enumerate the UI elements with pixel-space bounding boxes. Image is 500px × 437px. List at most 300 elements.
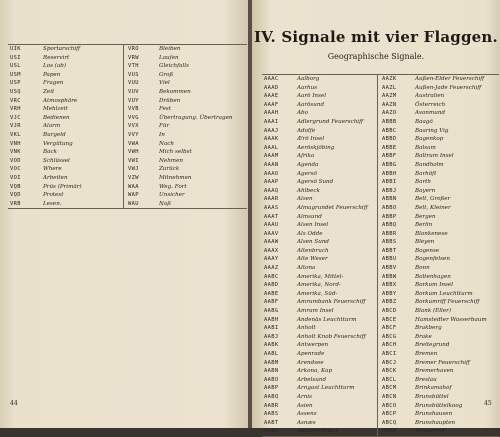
signal-code: VWH [128,149,139,156]
signal-meaning: Zurück [159,166,180,173]
signal-code: AABM [264,359,279,366]
signal-meaning: Aarö Insel [294,92,378,101]
signal-meaning: Bayern [415,187,436,194]
signal-code: ABCG [382,333,397,340]
table-row [262,170,499,179]
signal-code: VVG [128,114,139,121]
signal-meaning: Borkum Insel [415,282,454,289]
signal-meaning: Amerika, Mittel- [294,273,378,282]
signal-code: AAZM [382,93,397,100]
signal-code: ABBZ [382,299,397,306]
signal-meaning: Außen-Elder Feuerschiff [412,75,499,84]
signal-code: ABBQ [382,222,397,229]
page-number-left: 44 [10,400,18,407]
signal-meaning: Balsam [415,144,436,151]
signal-meaning: Amrumbank Feuerschiff [294,298,378,307]
signal-code: AAAY [264,256,279,263]
signal-code: AABH [264,316,279,323]
signal-code: VQB [10,183,21,190]
signal-meaning: Breslau [415,376,437,383]
signal-code: USM [10,71,21,78]
signal-meaning: Fragen [40,79,124,88]
signal-code: AABI [264,325,279,332]
signal-meaning: Boltenhagen [415,273,451,280]
signal-meaning: Brunshaupten [415,419,456,426]
table-row [8,79,247,88]
table-row [262,419,499,428]
signal-meaning: Bedienen [40,114,124,123]
signal-meaning: In [159,131,165,138]
signal-code: VWJ [128,166,139,173]
table-row [262,238,499,247]
signal-meaning: Für [159,123,170,130]
signal-meaning: Blank (Eller) [415,308,452,315]
table-row [8,140,247,149]
table-row [8,131,247,140]
signal-code: ABCO [382,402,397,409]
signal-code: ABBY [382,290,397,297]
signal-meaning: Arngast Leuchtturm [294,384,378,393]
signal-meaning: Groß [159,71,174,78]
signal-code: ABBX [382,282,397,289]
signal-meaning: Amerika, Nord- [294,281,378,290]
signal-code: ABCM [382,385,397,392]
signal-code: USQ [10,88,21,95]
signal-meaning: Naß [156,200,247,209]
signal-code: AAAJ [264,127,279,134]
signal-code: USL [10,63,21,70]
signal-meaning: Antwerpen [294,341,378,350]
signal-code: VRO [124,45,157,54]
signal-code: AAAV [264,230,279,237]
signal-code: AAAW [264,239,279,246]
page-number-right: 45 [484,400,492,407]
signal-code: AAAC [262,75,294,84]
signal-code: AABN [264,368,279,375]
signal-meaning: Vergütung [40,140,124,149]
table-row [262,402,499,411]
signal-meaning: Sportarschiff [40,45,124,54]
signal-code: ABBN [382,196,397,203]
signal-code: AABL [264,351,279,357]
signal-code: AABG [264,308,279,315]
table-row [8,174,247,183]
signal-code: ABCE [382,316,397,323]
signal-code: AAAD [264,84,279,91]
signal-meaning: Nehmen [159,157,184,164]
signal-meaning: Augustenburg [294,427,378,436]
signal-code: VVY [128,131,139,138]
signal-meaning: Bogense [415,247,440,254]
signal-code: AAZO [382,110,397,117]
signal-meaning: Baltrum Insel [415,153,454,160]
table-row [262,359,499,368]
table-row [262,247,499,256]
signal-meaning: Alarm [40,122,124,131]
table-row [8,200,247,209]
signal-meaning: Bremen [415,351,438,357]
table-row [8,88,247,97]
signal-meaning: Bleyen [415,239,435,246]
signal-meaning: Nach [159,140,174,147]
signal-code: AABQ [264,393,279,400]
signal-code: VOI [10,174,21,181]
signal-meaning: Amrum Insel [294,307,378,316]
table-row [262,84,499,93]
signal-meaning: Borkum Leuchtturm [415,290,473,297]
table-row [262,255,499,264]
signal-code: ABBR [382,230,397,237]
signal-meaning: Afrika [294,152,378,161]
table-row [262,204,499,213]
table-row [8,62,247,71]
signal-meaning: Belt, Kleiner [415,204,451,211]
signal-meaning: Brunsbüttel [415,393,449,400]
table-row [8,165,247,174]
signal-code: ABBT [382,247,397,254]
signal-code: AAZK [378,75,413,84]
signal-code: ABBU [382,256,397,263]
signal-meaning: Weg. Fort [159,183,187,190]
signal-meaning: Avonmund [415,110,446,117]
signal-code: VJC [10,114,21,121]
signal-code: AAAH [264,110,279,117]
table-row [262,393,499,402]
signal-code: ABCF [382,325,397,332]
signal-code: VKL [10,131,21,138]
table-row [8,114,247,123]
signal-code: ABBF [382,153,397,160]
signal-meaning: Alsen Sund [294,238,378,247]
signal-code: VJR [10,123,21,130]
table-row [8,54,247,63]
signal-code: AABR [264,402,279,409]
signal-meaning: Almsund [294,213,378,222]
signal-meaning: Adolfe [294,127,378,136]
signal-meaning: Drüben [159,97,181,104]
signal-code: ABCH [382,342,397,349]
signal-code: VOC [10,166,21,173]
signal-meaning: Anholt [294,324,378,333]
table-row [262,161,499,170]
signal-code: AABD [264,282,279,289]
table-row [262,152,499,161]
signal-code: ABCI [382,351,397,357]
signal-code: AAAQ [264,187,279,194]
signal-code: ABBC [382,127,397,134]
signal-meaning: Where [40,165,124,174]
signal-code: ABCP [382,411,397,418]
signal-code: AABU [262,427,294,436]
signal-meaning: Apenrade [294,350,378,359]
signal-meaning: Arbeiten [40,174,124,183]
signal-meaning: Agenda [294,161,378,170]
signal-meaning: Back [40,148,124,157]
signal-meaning: Arbelsund [294,376,378,385]
signal-meaning: Borkumriff Feuerschiff [415,299,480,306]
right-page [252,0,500,435]
signal-meaning: Bonn [415,265,430,272]
signal-meaning: Andenäs Leuchtturm [294,316,378,325]
signal-meaning: Brake [415,333,432,340]
signal-code: AABT [264,419,279,426]
signal-meaning: Bergen [415,213,436,220]
table-row [262,264,499,273]
signal-code: VTH [128,63,139,70]
signal-code: VRW [128,54,139,61]
signal-meaning: Brunsbüttelkoog [415,402,463,409]
signal-code: ABBP [382,213,397,220]
signal-code: AABO [264,376,279,383]
signal-code: AAAO [264,170,279,177]
signal-meaning: Asien [294,402,378,411]
table-row [8,45,247,54]
signal-code: VRC [10,97,21,104]
signal-meaning: Bagenkop [415,136,444,143]
table-row [262,127,499,136]
table-row [262,273,499,282]
table-row [262,187,499,196]
table-row [262,135,499,144]
signal-meaning: Aeröskjöbing [294,144,378,153]
table-row [262,333,499,342]
signal-code: VUU [128,80,139,87]
table-row [262,307,499,316]
signal-meaning: Altona [294,264,378,273]
signal-meaning: Barhöft [415,170,437,177]
signal-meaning: Brusterort [412,427,499,436]
signal-code: AAAN [264,161,279,168]
signal-code: USI [10,54,21,61]
table-row [8,97,247,106]
signal-meaning: Berlin [415,222,433,229]
signal-meaning: Los (ab) [40,62,124,71]
table-row [262,221,499,230]
signal-meaning: Zeit [40,88,124,97]
signal-meaning: Brinkamahof [415,385,452,392]
signal-meaning: Laufen [159,54,179,61]
page-title: IV. Signale mit vier Flaggen. [254,28,498,46]
signal-code: ABCD [382,308,397,315]
table-row [8,122,247,131]
signal-code: ABBH [382,170,397,177]
signal-code: VZW [128,174,139,181]
signal-code: UIK [8,45,40,54]
signal-meaning: Mehlzeit [40,105,124,114]
signal-meaning: Assens [294,410,378,419]
table-row [262,178,499,187]
table-row [262,384,499,393]
signal-code: ABCL [382,376,397,383]
signal-meaning: Baaring Vig [415,127,449,134]
table-row [8,183,247,192]
signal-meaning: Ahlbeck [294,187,378,196]
signal-meaning: Asnæs [294,419,378,428]
signal-code: VNH [10,140,21,147]
table-row [262,213,499,222]
signal-meaning: Unsicher [159,192,185,199]
signal-meaning: Arendsee [294,359,378,368]
signal-code: AABS [264,411,279,418]
signal-meaning: Brakberg [415,325,442,332]
signal-meaning: Lesen. [40,200,124,209]
signal-code: AAAR [264,196,279,203]
signal-code: WAP [128,192,139,199]
signal-meaning: Prüs (Primär) [40,183,124,192]
signal-meaning: Bandholm [415,161,444,168]
signal-meaning: Alte Weser [294,255,378,264]
right-signal-table [262,74,499,437]
signal-code: AAAP [264,179,279,186]
table-row [262,92,499,101]
signal-meaning: Mich selbst [159,149,192,156]
signal-code: VQD [10,192,21,199]
signal-meaning: Bleiben [156,45,247,54]
signal-meaning: Almagrundet Feuerschiff [294,204,378,213]
table-row [262,427,499,436]
table-row [262,281,499,290]
signal-meaning: Atmosphäre [40,97,124,106]
signal-code: VWA [128,140,139,147]
signal-meaning: Barth [415,179,431,186]
signal-meaning: Aalborg [294,75,378,84]
left-page [0,0,248,428]
table-row [262,109,499,118]
signal-meaning: Altenbruch [294,247,378,256]
signal-meaning: Australien [415,93,445,100]
signal-meaning: Abo [294,109,378,118]
table-row [262,350,499,359]
signal-code: AAAF [264,101,279,108]
signal-code: WAA [128,183,139,190]
signal-meaning: Protest [40,191,124,200]
table-row [262,118,499,127]
signal-code: USP [10,80,21,87]
signal-code: AAZN [382,101,397,108]
signal-meaning: Agersö [294,170,378,179]
table-row [262,324,499,333]
signal-code: ABBD [382,136,397,143]
table-row [8,157,247,166]
signal-code: ABBS [382,239,397,246]
signal-code: AABE [264,290,279,297]
left-signal-table [8,44,247,209]
signal-code: AABC [264,273,279,280]
signal-code: AAZL [382,84,397,91]
signal-meaning: Adlergrund Feuerschiff [294,118,378,127]
signal-code: VUV [128,88,139,95]
signal-meaning: Baagö [415,118,433,125]
signal-code: VWI [128,157,139,164]
signal-code: ABCK [382,368,397,375]
table-row [262,298,499,307]
signal-code: AAAX [264,247,279,254]
signal-meaning: Bremerhaven [415,368,454,375]
table-row [262,75,499,84]
signal-code: ABBW [382,273,397,280]
signal-meaning: Reservirt [40,54,124,63]
signal-code: AAAS [264,204,279,211]
signal-code: AABJ [264,333,279,340]
table-row [262,195,499,204]
signal-meaning: Arkona, Kap [294,367,378,376]
signal-code: AAAL [264,144,279,151]
signal-code: ABCJ [382,359,397,366]
signal-meaning: Schlüssel [40,157,124,166]
signal-code: AAAE [264,93,279,100]
signal-meaning: Arnis [294,393,378,402]
table-row [262,376,499,385]
signal-code: ABCN [382,393,397,400]
table-row [8,71,247,80]
signal-code: AAAI [264,118,279,125]
signal-meaning: Gleichfalls [159,63,189,70]
signal-meaning: Mitnehmen [159,174,192,181]
signal-meaning: Breitegrund [415,342,450,349]
signal-meaning: Blankenese [415,230,448,237]
table-row [262,230,499,239]
signal-meaning: Fest [159,106,172,113]
table-row [262,101,499,110]
signal-code: ABBO [382,204,397,211]
signal-meaning: Bekommen [159,88,191,95]
table-row [262,316,499,325]
signal-code: VVX [128,123,139,130]
signal-code: WAU [124,200,157,209]
table-row [8,105,247,114]
signal-meaning: Alsen [294,195,378,204]
signal-meaning: Aarhus [294,84,378,93]
signal-code: VRB [8,200,40,209]
signal-code: AAAK [264,136,279,143]
signal-meaning: Hamstedter Wasserbaum [415,316,487,323]
signal-code: ABCR [378,427,413,436]
signal-code: ABBE [382,144,397,151]
signal-code: VOD [10,157,21,164]
signal-meaning: Viel [159,80,170,87]
table-row [8,191,247,200]
page-subtitle: Geographische Signale. [327,52,425,61]
signal-code: VRH [10,106,21,113]
table-row [262,341,499,350]
signal-meaning: Österreich [415,101,446,108]
signal-code: ABBJ [382,187,397,194]
signal-meaning: Amerika, Süd- [294,290,378,299]
signal-meaning: Brunshausen [415,411,453,418]
table-row [262,410,499,419]
signal-meaning: Belt, Großer [415,196,451,203]
signal-code: ABCQ [382,419,397,426]
signal-code: AABF [264,299,279,306]
table-row [8,148,247,157]
signal-code: VNK [10,149,21,156]
signal-meaning: Alsen Insel [294,221,378,230]
signal-meaning: Ærö Insel [294,135,378,144]
signal-code: AABK [264,342,279,349]
signal-code: AAAT [264,213,279,220]
signal-meaning: Aarösund [294,101,378,110]
signal-code: ABBG [382,161,397,168]
signal-meaning: Bogenfelsen [415,256,450,263]
table-row [262,367,499,376]
signal-code: AAAM [264,153,279,160]
table-row [262,290,499,299]
signal-code: VUS [128,71,139,78]
signal-meaning: Anholt Knob Feuerschiff [294,333,378,342]
signal-code: VUY [128,97,139,104]
signal-meaning: Außen-Jade Feuerschiff [415,84,482,91]
signal-meaning: Übertragung. Übertragen [159,114,233,121]
